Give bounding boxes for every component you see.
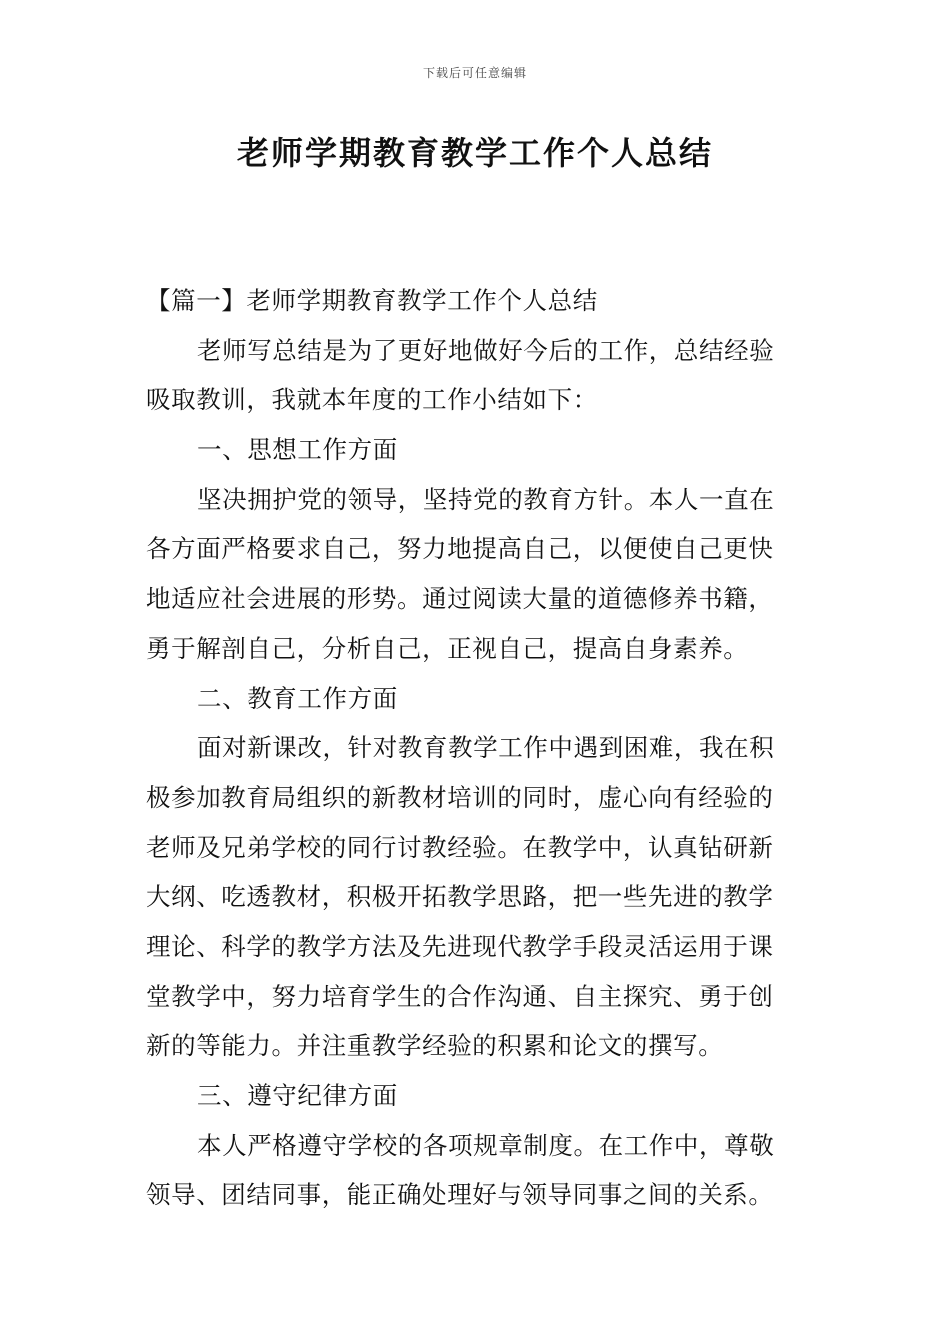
text-line: 堂教学中，努力培育学生的合作沟通、自主探究、勇于创 — [146, 981, 774, 1011]
header-note: 下载后可任意编辑 — [422, 66, 527, 80]
text-line: 地适应社会进展的形势。通过阅读大量的道德修养书籍， — [146, 584, 774, 614]
text-line: 老师及兄弟学校的同行讨教经验。在教学中，认真钻研新 — [146, 832, 774, 862]
text-line: 理论、科学的教学方法及先进现代教学手段灵活运用于课 — [146, 931, 774, 961]
text-line: 老师写总结是为了更好地做好今后的工作，总结经验 — [197, 335, 775, 365]
document-title: 老师学期教育教学工作个人总结 — [236, 134, 713, 172]
text-line: 二、教育工作方面 — [197, 683, 398, 713]
text-line: 本人严格遵守学校的各项规章制度。在工作中，尊敬 — [197, 1130, 775, 1160]
text-line: 极参加教育局组织的新教材培训的同时，虚心向有经验的 — [146, 782, 774, 812]
text-line: 大纲、吃透教材，积极开拓教学思路，把一些先进的教学 — [146, 882, 774, 912]
text-line: 领导、团结同事，能正确处理好与领导同事之间的关系。 — [146, 1180, 774, 1210]
text-line: 各方面严格要求自己，努力地提高自己，以便使自己更快 — [146, 534, 774, 564]
text-line: 吸取教训，我就本年度的工作小结如下： — [146, 385, 598, 415]
text-line: 坚决拥护党的领导，坚持党的教育方针。本人一直在 — [197, 484, 775, 514]
text-line: 面对新课改，针对教育教学工作中遇到困难，我在积 — [197, 733, 775, 763]
text-line: 新的等能力。并注重教学经验的积累和论文的撰写。 — [146, 1031, 724, 1061]
document-body — [146, 276, 808, 1220]
text-line: 勇于解剖自己，分析自己，正视自己，提高自身素养。 — [146, 633, 749, 663]
text-line: 一、思想工作方面 — [197, 435, 398, 465]
text-line: 三、遵守纪律方面 — [197, 1081, 398, 1110]
text-line: 【篇一】老师学期教育教学工作个人总结 — [146, 286, 598, 315]
